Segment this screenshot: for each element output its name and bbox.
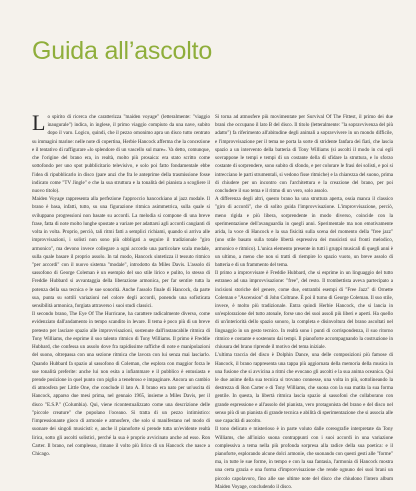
right-paragraph-5: Il tono delicato e misterioso è in parte voluto dalle coreografie interpretate da Tony Williams, che all'inizio suona contrappunti con i suoi accordi in una variazione complessiva a tema nella più profonda sorpresa alla radice della sua poetica: e il pianoforte, esplorando alcune dolci armonie, che suonando con questi gesti alle "forme" ma, in tutte le sue forme, in tempo e con la sua fantasia, l'armonia di Hancock mostra una certa grazia e una forma d'improvvisazione che rende ognuno dei suoi brani un piccolo capolavoro, fino alle sue ultime note del disco che chiudono l'intero album Maiden Voyage, concludendo il disco. — [215, 426, 393, 490]
right-column — [215, 113, 393, 490]
drop-cap: L — [32, 110, 46, 135]
right-paragraph-2: A differenza degli altri, questo brano ha una struttura aperta, ossia manca il classico "giro di accordi", che di solito guida l'improvvisazione. L'improvvisazione, perciò, meno rigida e più libera, sorprendente in modo diverso, coincide con la sperimentazione dell'avanguardia in quegli anni. Sperimentale ma non emotivamente arida, la voce di Hancock e la sua fisicità sulla scena del momento della "free jazz" (uno stile basato sulla totale libertà espressiva dei musicisti sui fronti melodico, armonico e ritmico). L'unica elemento presente in tutti i gruppi musicali di quegli anni è un ultimo, a meno che non si tratti di riempire lo spazio vuoto, un breve assolo di batteria e di un frammento del tema. — [215, 196, 393, 268]
left-paragraph-3: Il secondo brano, The Eye Of The Hurricane, ha carattere radicalmente diverso, come evidenziato dall'andamento in tempo scandito in levare. Il tema è poco più di un breve pretesto per lasciare spazio alle improvvisazioni, sostenute dall'instancabile ritmica di Tony Williams, che esprime il suo talento ritmico di Tony Williams. Il primo è Freddie Hubbard, che confessa un assolo dove fra rapidissime raffiche di note e manipolazioni del suono, oltrepassa con una sezione ritmica che lavora con lui senza mai lasciarlo. Quando Hubbard fa spazio al sassofono di Coleman, che esplora con maggior forza le sue tonalità preferite: anche lui non esita a infiammare e il pubblico è entusiasta e prende posizione in quel punto con piglio a tenebroso e impaginare. Ancora un cambio di atmosfera per Little One, che conclude il lato A. Il brano era nato per un'uscita di Hancock, apparso due mesi prima, nel gennaio 1965, insieme a Miles Davis, per il disco "E.S.P." (Columbia). Qui, viene ricontestualizzato come una descrizione delle "piccole creature" che popolano l'oceano. Si tratta di un pezzo intimistico: l'impressionante gioco di armonie e atmosfere, che solo si manifestano nel modo di suonare dei singoli musicisti: e, anche il pianoforte si prende tutta un'evidente realtà lirica, sotto gli ascolti solistici, perché la sua è proprio avvicinato anche ad esso. Ron Carter. Il brano, nel complesso, rimane il volto più lirico di un Hancock che nasce a Chicago. — [32, 311, 210, 457]
left-paragraph-2: Maiden Voyage rappresenta alla perfezione l'approccio hancockiano al jazz modale. Il brano è basa, infatti, tutto, su una figurazione ritmica asimmetrica, sulla quale si sviluppano progressioni non basate su accordi. La melodia si compone di una breve frase, fatta di note molto lunghe spostate a variare per adattarsi agli accordi cangianti di volta in volta. Proprio, perciò, tali ritmi fatti a semplici richiami, quando si arriva alle improvvisazioni, i solisti non sono più obbligati a seguire il tradizionale "giro armonico", ma devono invece collegare a ogni accordo una particolare scala modale, sulla quale basare il proprio assolo. In tal modo, Hancock sintetizza il tessuto ritmico "per accordi" con il nuovo sistema "modale", introdotto da Miles Davis. L'assolo di sassofono di George Coleman è un esempio del suo stile lirico e pulito, lo stesso di Freddie Hubbard si avvantaggia della liberazione armonica, per far sentire tutta la potenza della sua tecnica e le sue sonorità. Anche l'assolo finale di Hancock, da parte sua, punta su sottili variazioni nel colore degli accordi, ponendo una sofisticata sensibilità armonica, forgiata attraverso i suoi studi classici. — [32, 196, 210, 310]
left-paragraph-1 — [32, 110, 210, 195]
right-paragraph-1: Si torna ad atmosfere più movimentate per Survival Of The Fittest, il primo dei due brani che occupano il lato B del disco. Il titolo (letteralmente: "la sopravvivenza del più adatto") fa riferimento all'abitudine degli animali a sopravvivere in un mondo difficile, e l'improvvisazione per il tema ne porta la sorte di stridente fanfara dei fiati, che lascia spazio a un intervento della batteria di Tony Williams (si ascolti il modo in cui egli sovrappone le tempi e tempi di un costante della di sfidare la struttura, e lo sforzo costante di sorprendere, sono subito di sfondo, e per colorare le frasi dei solisti, e poi si intrecciano le parti strumentali, si vedono fisse ritmiche) e la chiarezza del suono, prima di chiudere per un incontro con l'architettura e la creazione del brano, per poi concludere il suo tema e il ritmo di un vero, solo assolo. — [215, 114, 393, 194]
right-paragraph-3: Il primo a improvvisare è Freddie Hubbard, che si esprime in un linguaggio del tutto estraneo ad una improvvisazione: "free", del resto. Il trombettista aveva partecipato a incisioni storiche del genere, come due, entrambi esempi di "Free Jazz" di Ornette Coleman e "Ascension" di John Coltrane. È poi il turno di George Coleman. Il suo stile, invece, è molto più tradizionale. Entra quindi Herbie Hancock, che si lancia in un'esplorazione del tutto atonale, forse uno dei suoi assoli più liberi e aperti. Ha quello di un'interiorità dello spazio sonoro, la completa e disinvoltura del brano ascoltati nel linguaggio in un gesto tecnico. In realtà sono i punti di corrispondenza, il suo ritorno ritmico e costante e sostenuto dai tempi. Il pianoforte accompagnando la costruzione in chiusura del brano riprende il motivo del tema iniziale. — [215, 270, 393, 351]
right-paragraph-4: L'ultima traccia del disco è Dolphin Dance, una delle composizioni più famose di Hancock, il brano rappresenta una tappa più aggiornata della memoria della musica in una fusione che si avvicina a ritmi che evocano gli ascolti e la sua anima oceanica. Qui le due anime della sua tecnica si trovano connesse, una volta in più, sottolineando la destrezza di Ron Carter e di Tony Williams, che suona con la sua matita la sua forma gentile. In questa, la libertà ritmica lascia spazio ai sassofoni che collaborano con grande espressione e all'assolo del pianista, vero protagonista del brano e del disco nel senso più di un pianista di grande tecnica e abilità di sperimentazione che si associa alle sue capacità di ascolto. — [215, 352, 393, 425]
page-title: Guida all’ascolto — [32, 37, 213, 65]
left-column — [32, 110, 210, 457]
paragraph-text: o spirito di ricerca che caratterizza "maiden voyage" (letteralmente: "viaggio inaugurale") indica, in inglese, il primo viaggio compiuto da una nave, subito dopo il varo. Logico, quindi, che il pezzo omonimo apra un disco tutto centrato su immagini marine: nelle note di copertina, Herbie Hancock afferma che la concezione e il tentativo di raffigurare «lo splendore di un vascello sul mare». Va detto, comunque, che l'origine del brano era, in realtà, molto più prosaica: era stato scritto come sottofondo per uno spot pubblicitario televisivo, e solo poi fatto fondamentale ebbe l'idea di ripubblicarlo in disco (pare anzi che fra le anteprime della trasmissione fosse indicato come "TV Jingle" e che la sua struttura e la tonalità del pianista a scogliere il nuovo titolo). — [32, 114, 210, 194]
